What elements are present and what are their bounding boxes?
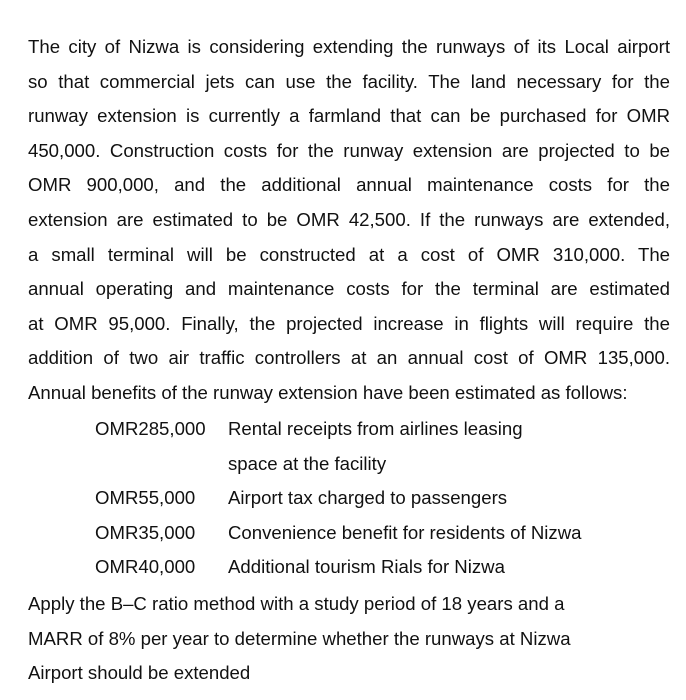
statement-line: OMR 900,000, and the additional annual maintenance costs for the (28, 174, 670, 196)
benefits-list (95, 412, 655, 585)
statement-line: addition of two air traffic controllers at an annual cost of OMR 135,000. (28, 347, 670, 369)
statement-line: extension are estimated to be OMR 42,500. If the runways are extended, (28, 208, 670, 230)
benefit-description (228, 550, 655, 585)
statement-line: 450,000. Construction costs for the runway extension are projected to be (28, 139, 670, 161)
benefit-amount: OMR285,000 (95, 418, 206, 439)
statement-line: The city of Nizwa is considering extending the runways of its Local airport (28, 36, 670, 57)
benefit-item (95, 550, 655, 585)
statement-line: a small terminal will be constructed at a cost of OMR 310,000. The (28, 243, 670, 265)
benefit-item (95, 412, 655, 481)
question-line: Airport should be extended (28, 662, 251, 684)
benefit-description (228, 516, 655, 551)
benefit-description (228, 412, 655, 481)
statement-line: at OMR 95,000. Finally, the projected increase in flights will require the (28, 312, 670, 334)
question-statement (28, 587, 670, 691)
question-line: MARR of 8% per year to determine whether the runways at Nizwa (28, 627, 571, 649)
benefit-description-line: Rental receipts from airlines leasing (228, 418, 523, 439)
benefit-description-line: Convenience benefit for residents of Nizwa (228, 521, 582, 543)
benefit-item (95, 481, 655, 516)
benefit-amount: OMR55,000 (95, 487, 196, 509)
statement-line: Annual benefits of the runway extension have been estimated as follows: (28, 381, 628, 403)
benefit-description-line: Airport tax charged to passengers (228, 487, 508, 509)
benefit-description-line: Additional tourism Rials for Nizwa (228, 556, 505, 578)
benefit-description (228, 481, 655, 516)
benefit-amount: OMR35,000 (95, 521, 196, 543)
benefit-description-line: space at the facility (228, 452, 387, 474)
statement-line: so that commercial jets can use the facility. The land necessary for the (28, 70, 670, 92)
statement-line: runway extension is currently a farmland that can be purchased for OMR (28, 105, 670, 127)
benefit-item (95, 516, 655, 551)
problem-statement (28, 30, 670, 411)
question-line: Apply the B–C ratio method with a study period of 18 years and a (28, 593, 565, 614)
benefit-amount: OMR40,000 (95, 556, 196, 578)
statement-line: annual operating and maintenance costs for the terminal are estimated (28, 278, 670, 300)
